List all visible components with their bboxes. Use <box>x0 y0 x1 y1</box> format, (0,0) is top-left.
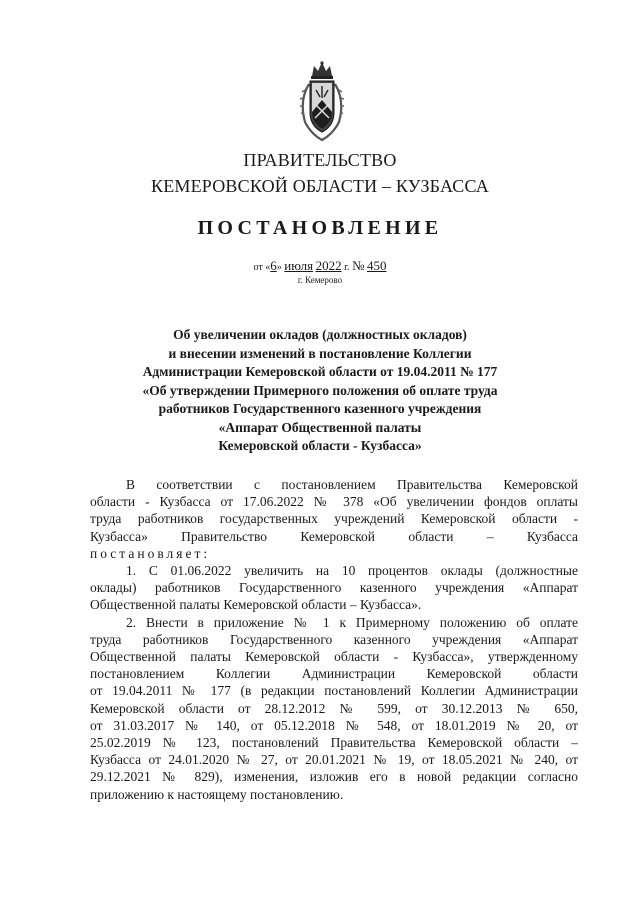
body-line: 29.12.2021 № 829), изменения, изложив его в новой редакции согласно <box>90 769 578 785</box>
body-line: Кемеровской области от 28.12.2012 № 599, от 30.12.2013 № 650, <box>90 700 578 716</box>
body-line: приложению к настоящему постановлению. <box>90 786 344 802</box>
body-line: труда работников государственных учреждений Кемеровской области - <box>90 511 578 527</box>
subject-line: Администрации Кемеровской области от 19.04.2011 № 177 <box>142 364 498 379</box>
subject-line: и внесении изменений в постановление Коллегии <box>168 345 472 361</box>
body-line: 1. С 01.06.2022 увеличить на 10 процентов оклады (должностные <box>126 563 578 579</box>
body-line: Кузбасса» Правительство Кемеровской области – Кузбасса <box>90 528 578 544</box>
subject-line: Об увеличении окладов (должностных окладов) <box>173 327 467 342</box>
body-line: 2. Внести в приложение № 1 к Примерному положению об оплате <box>126 614 578 630</box>
subject-line: «Об утверждении Примерного положения об оплате труда <box>142 382 498 398</box>
government-name: ПРАВИТЕЛЬСТВО <box>243 150 397 170</box>
document-subject <box>90 326 550 456</box>
document-type: ПОСТАНОВЛЕНИЕ <box>197 217 443 239</box>
date-year-suffix: г. <box>344 262 350 273</box>
region-name: КЕМЕРОВСКОЙ ОБЛАСТИ – КУЗБАССА <box>151 176 489 196</box>
coat-of-arms-icon <box>297 60 347 144</box>
number-sign: № <box>352 258 365 273</box>
body-line: В соответствии с постановлением Правительства Кемеровской <box>126 477 578 492</box>
body-line: Общественной палаты Кемеровской области - Кузбасса», утвержденному <box>90 649 578 665</box>
body-line: от 31.03.2017 № 140, от 05.12.2018 № 548, от 18.01.2019 № 20, от <box>90 717 578 733</box>
subject-line: Кемеровской области - Кузбасса» <box>218 438 422 453</box>
city: г. Кемерово <box>297 275 343 285</box>
date-prefix: от « <box>253 262 271 273</box>
body-line: 25.02.2019 № 123, постановлений Правительства Кемеровской области – <box>90 735 578 751</box>
subject-line: «Аппарат Общественной палаты <box>218 419 422 435</box>
body-line: труда работников Государственного казенного учреждения «Аппарат <box>90 631 578 647</box>
body-line: области - Кузбасса от 17.06.2022 № 378 «Об увеличении фондов оплаты <box>90 494 578 510</box>
date-month: июля <box>284 258 314 273</box>
document-number: 450 <box>366 258 387 273</box>
date-number-line <box>0 258 640 274</box>
subject-line: работников Государственного казенного учреждения <box>158 401 482 416</box>
body-line: Общественной палаты Кемеровской области – Кузбасса». <box>90 597 422 613</box>
resolves-word: постановляет: <box>90 545 211 561</box>
date-year: 2022 <box>315 258 342 273</box>
document-body <box>90 476 578 803</box>
date-close-quote: » <box>276 262 282 273</box>
date-day: 6 <box>270 258 277 273</box>
body-line: оклады) работников Государственного казенного учреждения «Аппарат <box>90 580 578 596</box>
body-line: Кузбасса от 24.01.2020 № 27, от 20.01.2021 № 19, от 18.05.2021 № 240, от <box>90 752 578 768</box>
body-line: от 19.04.2011 № 177 (в редакции постановлений Коллегии Администрации <box>90 683 578 699</box>
body-line: постановлением Коллегии Администрации Кемеровской области <box>90 666 578 682</box>
